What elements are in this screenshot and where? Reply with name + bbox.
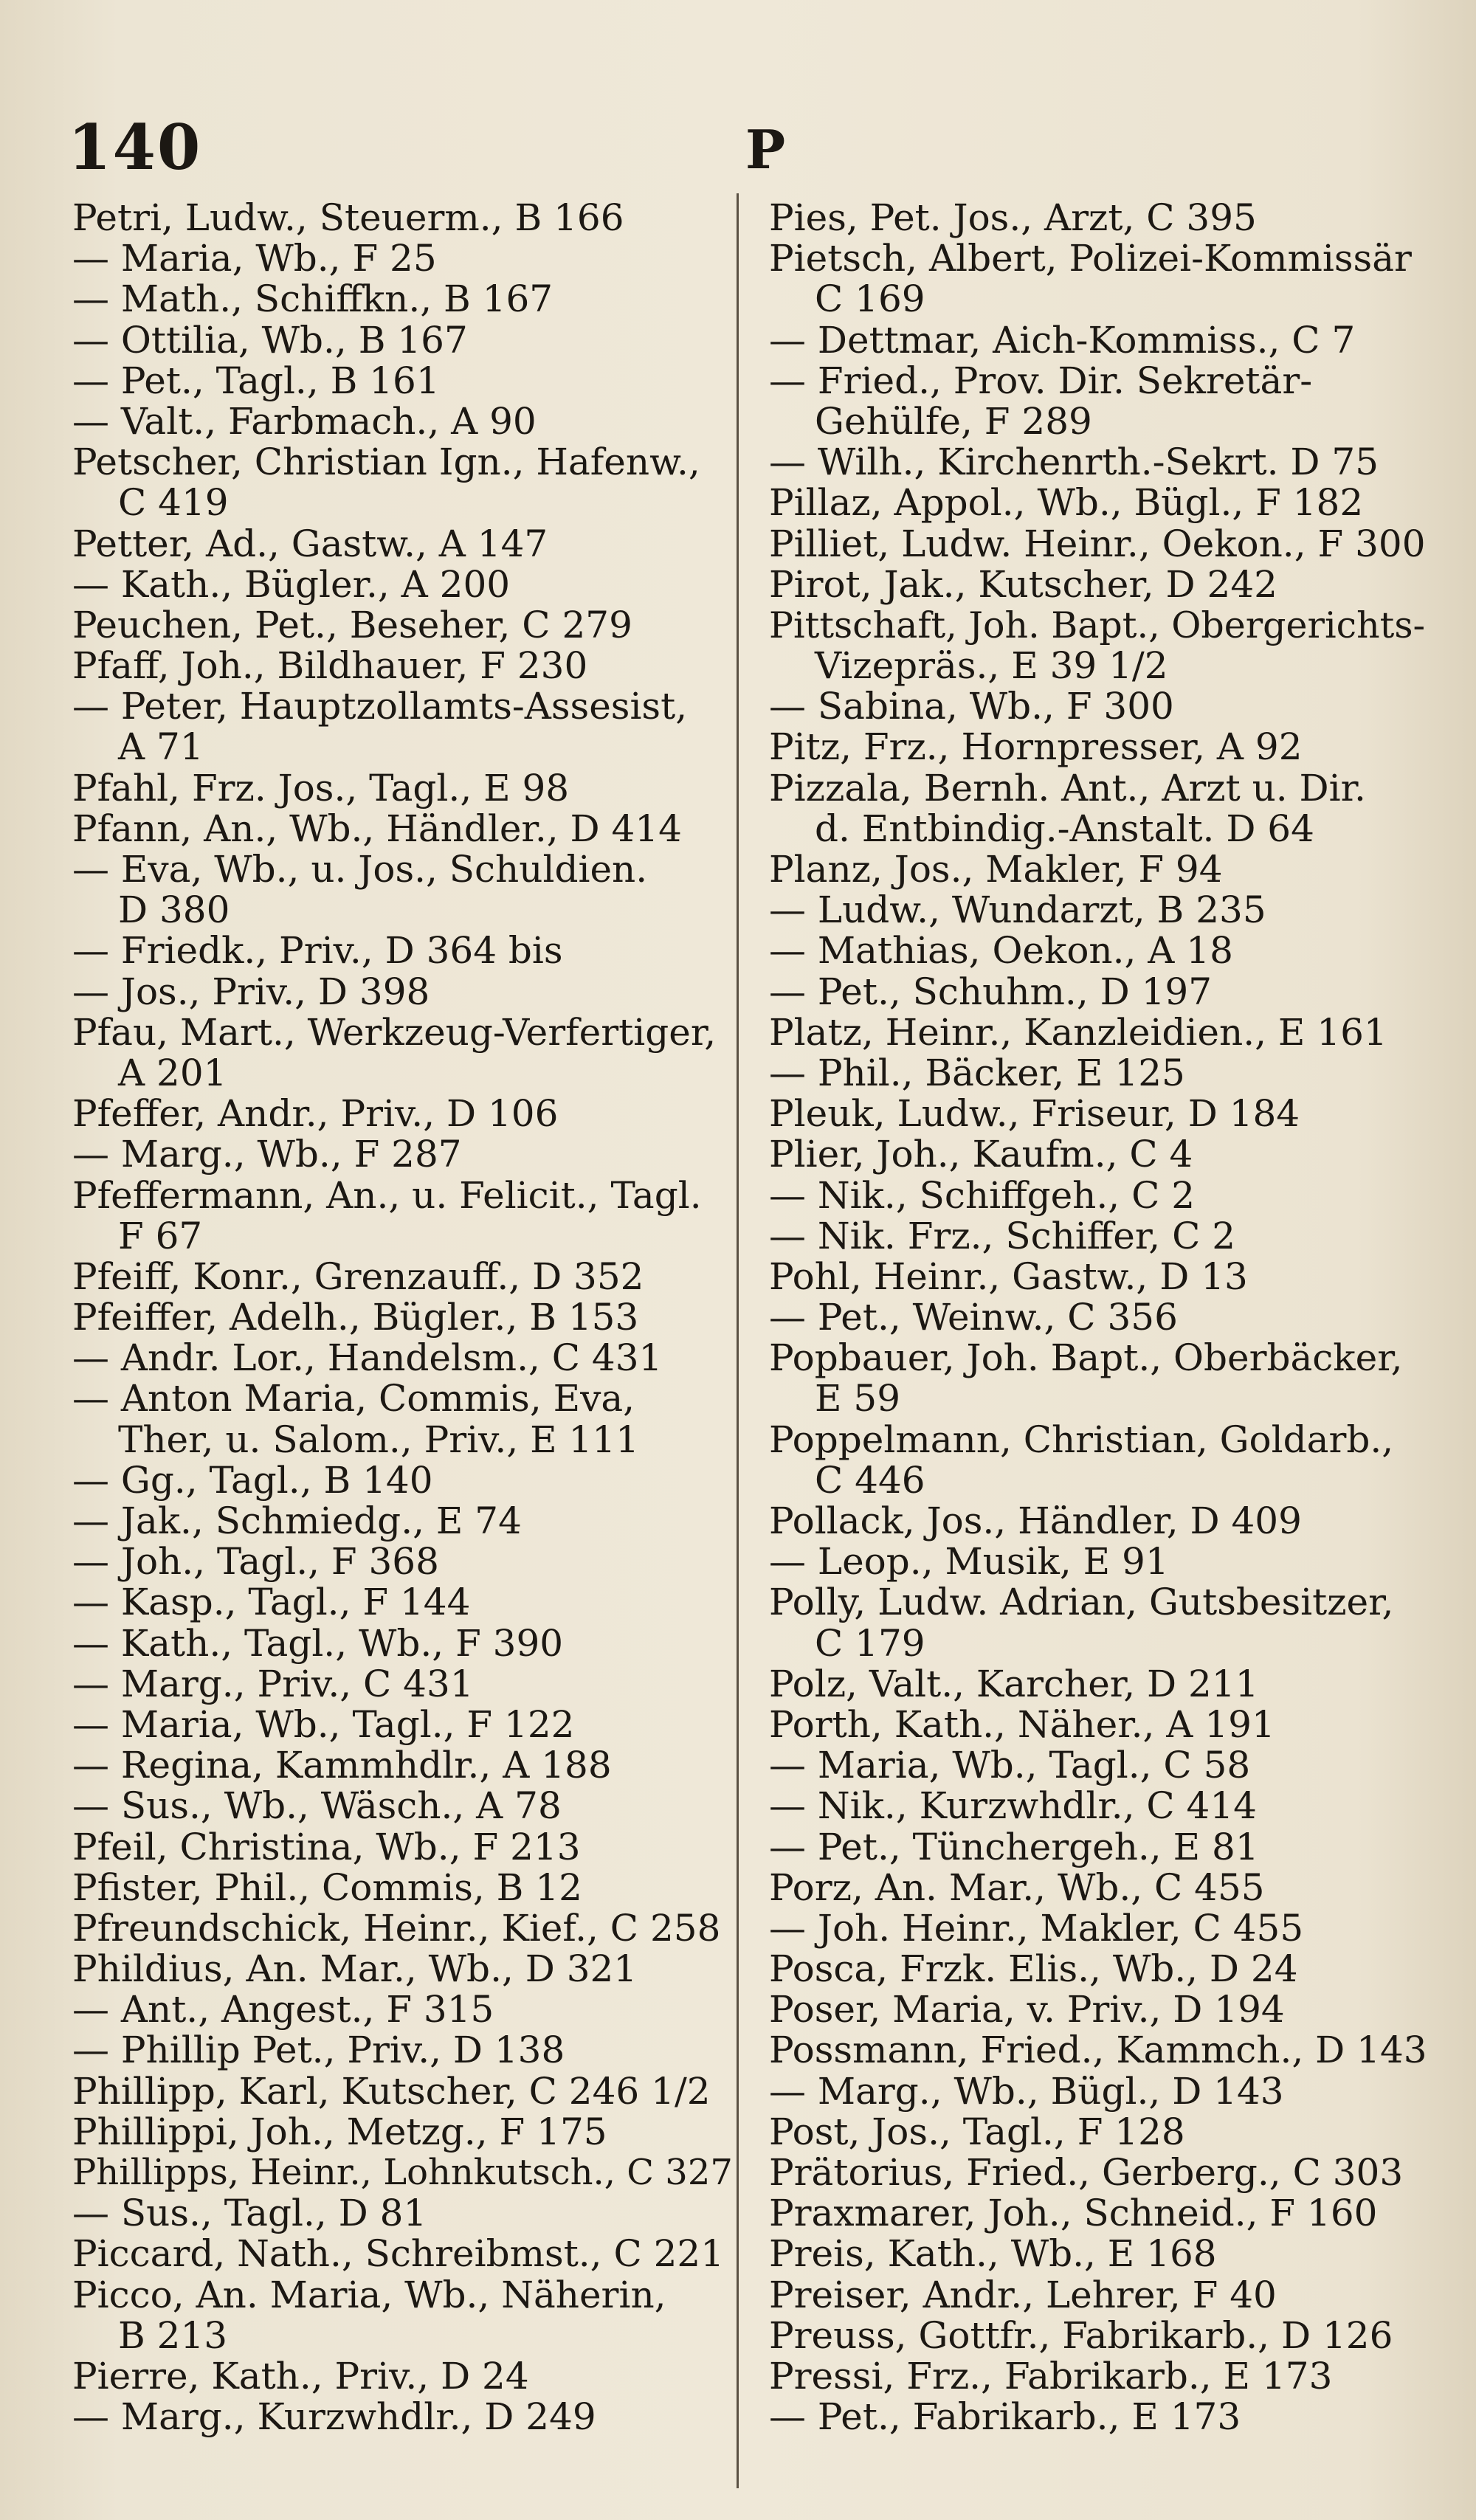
directory-entry: Preiser, Andr., Lehrer, F 40 [769, 2274, 1277, 2316]
directory-entry: C 419 [118, 483, 229, 524]
directory-entry: — Sus., Wb., Wäsch., A 78 [72, 1786, 562, 1827]
directory-entry: Poppelmann, Christian, Goldarb., [769, 1419, 1394, 1460]
directory-entry: — Maria, Wb., F 25 [72, 238, 437, 280]
directory-entry: Piccard, Nath., Schreibmst., C 221 [72, 2234, 725, 2275]
directory-entry: Praxmarer, Joh., Schneid., F 160 [769, 2193, 1378, 2234]
directory-entry: Popbauer, Joh. Bapt., Oberbäcker, [769, 1338, 1403, 1379]
directory-entry: — Kath., Bügler., A 200 [72, 564, 511, 605]
directory-entry: — Ludw., Wundarzt, B 235 [769, 890, 1266, 931]
directory-entry: Pfeiffer, Adelh., Bügler., B 153 [72, 1297, 639, 1339]
directory-entry: C 446 [815, 1460, 925, 1501]
directory-entry: Planz, Jos., Makler, F 94 [769, 849, 1223, 891]
directory-entry: D 380 [118, 890, 230, 931]
directory-entry: Petter, Ad., Gastw., A 147 [72, 523, 548, 565]
directory-entry: Post, Jos., Tagl., F 128 [769, 2111, 1185, 2153]
directory-entry: Pfann, An., Wb., Händler., D 414 [72, 808, 682, 849]
directory-entry: — Joh., Tagl., F 368 [72, 1542, 439, 1583]
directory-entry: Preis, Kath., Wb., E 168 [769, 2234, 1217, 2275]
directory-entry: — Andr. Lor., Handelsm., C 431 [72, 1338, 663, 1379]
directory-entry: — Sabina, Wb., F 300 [769, 686, 1174, 728]
directory-entry: Phillipps, Heinr., Lohnkutsch., C 327 [72, 2153, 733, 2193]
directory-entry: Polz, Valt., Karcher, D 211 [769, 1663, 1259, 1705]
directory-entry: Phillippi, Joh., Metzg., F 175 [72, 2111, 607, 2153]
directory-entry: C 179 [815, 1623, 925, 1664]
directory-entry: — Fried., Prov. Dir. Sekretär- [769, 360, 1313, 401]
directory-entry: Pittschaft, Joh. Bapt., Obergerichts- [769, 604, 1426, 646]
directory-entry: Porz, An. Mar., Wb., C 455 [769, 1867, 1265, 1908]
directory-entry: Pies, Pet. Jos., Arzt, C 395 [769, 198, 1257, 239]
left-column [72, 198, 737, 2437]
directory-entry: Pitz, Frz., Hornpresser, A 92 [769, 727, 1303, 768]
directory-entry: Pirot, Jak., Kutscher, D 242 [769, 564, 1277, 605]
directory-entry: A 71 [118, 727, 204, 768]
directory-entry: Posca, Frzk. Elis., Wb., D 24 [769, 1949, 1298, 1990]
directory-entry: — Pet., Weinw., C 356 [769, 1297, 1178, 1339]
directory-entry: — Eva, Wb., u. Jos., Schuldien. [72, 849, 648, 891]
directory-entry: Pohl, Heinr., Gastw., D 13 [769, 1256, 1248, 1298]
directory-entry: — Pet., Fabrikarb., E 173 [769, 2397, 1241, 2438]
directory-entry: — Phillip Pet., Priv., D 138 [72, 2030, 565, 2071]
directory-entry: Pizzala, Bernh. Ant., Arzt u. Dir. [769, 767, 1366, 809]
directory-entry: Pilliet, Ludw. Heinr., Oekon., F 300 [769, 523, 1426, 565]
directory-entry: Pressi, Frz., Fabrikarb., E 173 [769, 2355, 1333, 2398]
right-column [769, 198, 1433, 2437]
directory-entry: Gehülfe, F 289 [815, 401, 1092, 443]
directory-entry: — Marg., Wb., Bügl., D 143 [769, 2071, 1284, 2112]
directory-entry: B 213 [118, 2315, 228, 2356]
directory-entry: — Maria, Wb., Tagl., C 58 [769, 1745, 1251, 1787]
directory-entry: Poser, Maria, v. Priv., D 194 [769, 1989, 1285, 2031]
directory-entry: — Friedk., Priv., D 364 bis [72, 931, 563, 972]
directory-entry: Plier, Joh., Kaufm., C 4 [769, 1134, 1193, 1176]
directory-entry: Pierre, Kath., Priv., D 24 [72, 2355, 529, 2398]
directory-entry: — Maria, Wb., Tagl., F 122 [72, 1704, 575, 1746]
page-number: 140 [68, 111, 202, 184]
directory-entry: — Pet., Schuhm., D 197 [769, 971, 1213, 1012]
directory-entry: Pfreundschick, Heinr., Kief., C 258 [72, 1908, 721, 1950]
directory-entry: Platz, Heinr., Kanzleidien., E 161 [769, 1012, 1387, 1053]
directory-entry: — Jak., Schmiedg., E 74 [72, 1501, 522, 1542]
directory-entry: Pfeffer, Andr., Priv., D 106 [72, 1094, 559, 1135]
directory-entry: Ther, u. Salom., Priv., E 111 [118, 1419, 639, 1460]
directory-entry: — Marg., Kurzwhdlr., D 249 [72, 2397, 596, 2438]
directory-entry: — Pet., Tünchergeh., E 81 [769, 1826, 1259, 1868]
directory-entry: — Nik., Kurzwhdlr., C 414 [769, 1786, 1257, 1827]
directory-entry: — Leop., Musik, E 91 [769, 1542, 1169, 1583]
directory-entry: Pfau, Mart., Werkzeug-Verfertiger, [72, 1012, 717, 1053]
directory-entry: — Marg., Priv., C 431 [72, 1663, 474, 1705]
directory-entry: Preuss, Gottfr., Fabrikarb., D 126 [769, 2315, 1393, 2356]
directory-entry: — Kasp., Tagl., F 144 [72, 1582, 471, 1623]
directory-entry: Pfeffermann, An., u. Felicit., Tagl. [72, 1175, 702, 1216]
directory-entry: Pleuk, Ludw., Friseur, D 184 [769, 1094, 1300, 1135]
page-header [0, 111, 1476, 184]
directory-entry: F 67 [118, 1215, 203, 1257]
directory-entry: Polly, Ludw. Adrian, Gutsbesitzer, [769, 1582, 1394, 1623]
directory-entry: — Marg., Wb., F 287 [72, 1134, 462, 1176]
directory-entry: A 201 [118, 1052, 227, 1094]
directory-entry: — Anton Maria, Commis, Eva, [72, 1378, 635, 1420]
directory-entry: Pfeiff, Konr., Grenzauff., D 352 [72, 1256, 644, 1298]
directory-entry: Pietsch, Albert, Polizei-Kommissär [769, 238, 1412, 280]
directory-entry: — Mathias, Oekon., A 18 [769, 931, 1233, 972]
directory-entry: Pfeil, Christina, Wb., F 213 [72, 1826, 581, 1868]
directory-entry: — Valt., Farbmach., A 90 [72, 401, 537, 443]
directory-entry: Pfahl, Frz. Jos., Tagl., E 98 [72, 767, 570, 809]
directory-entry: Petscher, Christian Ign., Hafenw., [72, 442, 700, 483]
directory-entry: — Kath., Tagl., Wb., F 390 [72, 1623, 564, 1664]
directory-entry: — Nik. Frz., Schiffer, C 2 [769, 1215, 1236, 1257]
directory-entry: — Ant., Angest., F 315 [72, 1989, 494, 2031]
directory-entry: — Math., Schiffkn., B 167 [72, 279, 554, 320]
directory-entry: — Nik., Schiffgeh., C 2 [769, 1175, 1196, 1216]
directory-entry: C 169 [815, 279, 925, 320]
directory-entry: Prätorius, Fried., Gerberg., C 303 [769, 2153, 1404, 2194]
directory-entry: — Regina, Kammhdlr., A 188 [72, 1745, 612, 1787]
column-divider [737, 193, 739, 2488]
directory-entry: d. Entbindig.-Anstalt. D 64 [815, 808, 1314, 849]
directory-entry: — Pet., Tagl., B 161 [72, 360, 440, 401]
directory-entry: Pollack, Jos., Händler, D 409 [769, 1501, 1302, 1542]
directory-entry: — Gg., Tagl., B 140 [72, 1460, 433, 1501]
directory-entry: — Ottilia, Wb., B 167 [72, 320, 468, 361]
directory-entry: Picco, An. Maria, Wb., Näherin, [72, 2274, 666, 2316]
directory-entry: — Dettmar, Aich-Kommiss., C 7 [769, 320, 1356, 361]
directory-entry: — Jos., Priv., D 398 [72, 971, 430, 1012]
directory-entry: Possmann, Fried., Kammch., D 143 [769, 2030, 1427, 2071]
directory-entry: — Wilh., Kirchenrth.-Sekrt. D 75 [769, 442, 1379, 483]
directory-entry: — Sus., Tagl., D 81 [72, 2193, 427, 2234]
section-letter: P [745, 118, 786, 181]
directory-entry: Phildius, An. Mar., Wb., D 321 [72, 1949, 638, 1990]
directory-entry: — Peter, Hauptzollamts-Assesist, [72, 686, 688, 728]
directory-entry: — Joh. Heinr., Makler, C 455 [769, 1908, 1304, 1950]
directory-entry: E 59 [815, 1378, 901, 1420]
directory-entry: Petri, Ludw., Steuerm., B 166 [72, 198, 624, 239]
directory-entry: Phillipp, Karl, Kutscher, C 246 1/2 [72, 2071, 711, 2112]
directory-entry: — Phil., Bäcker, E 125 [769, 1052, 1185, 1094]
directory-entry: Pfister, Phil., Commis, B 12 [72, 1867, 582, 1908]
directory-entry: Peuchen, Pet., Beseher, C 279 [72, 604, 632, 646]
directory-entry: Pfaff, Joh., Bildhauer, F 230 [72, 646, 588, 687]
directory-entry: Pillaz, Appol., Wb., Bügl., F 182 [769, 483, 1364, 524]
directory-entry: Vizepräs., E 39 1/2 [815, 646, 1168, 687]
directory-entry: Porth, Kath., Näher., A 191 [769, 1704, 1275, 1746]
